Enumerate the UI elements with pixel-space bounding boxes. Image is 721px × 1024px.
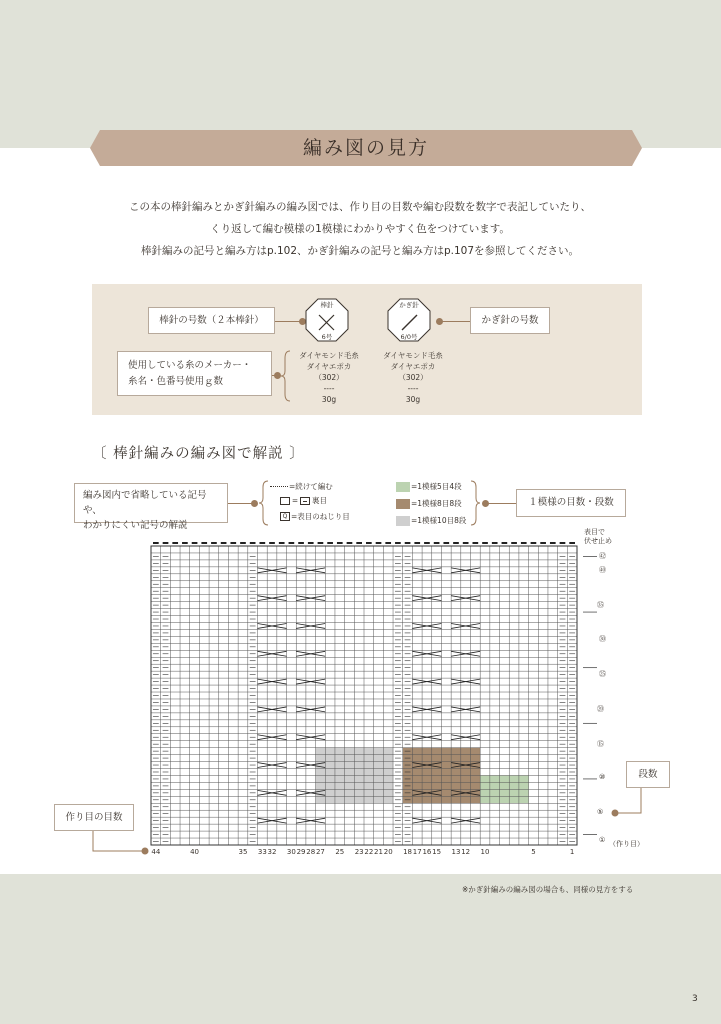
col-label: 12: [461, 848, 471, 856]
col-label: 33: [257, 848, 267, 856]
yarn-left-color: （302）: [314, 373, 344, 382]
cast-on-label: 作り目の目数: [54, 804, 134, 831]
yarn-left-sep: ----: [323, 384, 335, 393]
col-label: 44: [151, 848, 161, 856]
row-label: ⑤: [597, 808, 604, 817]
page-number: 3: [692, 994, 698, 1004]
intro-line-2: くり返して編む模様の1模様にわかりやすく色をつけています。: [210, 223, 510, 235]
yarn-left-name: ダイヤエポカ: [306, 362, 352, 371]
yarn-label-line-1: 使用している糸のメーカー・: [128, 360, 252, 371]
row-label: ⑮: [597, 739, 604, 748]
intro-line-3: 棒針編みの記号と編み方はp.102、かぎ針編みの記号と編み方はp.107を参照してください。: [140, 245, 580, 257]
yarn-right-name: ダイヤエポカ: [390, 362, 436, 371]
needle-badge-size: 6号: [321, 333, 333, 341]
repeat-text-3: =1模様10目8段: [411, 516, 467, 525]
col-label: 10: [480, 848, 490, 856]
yarn-left-weight: 30g: [321, 395, 337, 404]
repeat-text-2: =1模様8目8段: [411, 499, 462, 508]
bottom-band: [0, 874, 721, 1024]
bind-off-note-line-2: 伏せ止め: [584, 537, 612, 545]
row-label: ㊷: [599, 551, 606, 560]
repeat-label: １模様の目数・段数: [516, 489, 626, 517]
row-label: ①: [599, 836, 606, 845]
col-label: 28: [306, 848, 316, 856]
col-label: 29: [296, 848, 306, 856]
purl-equals: =: [291, 496, 299, 505]
col-label: 16: [422, 848, 432, 856]
rows-label: 段数: [626, 761, 670, 788]
col-label: 32: [267, 848, 277, 856]
col-label: 30: [286, 848, 296, 856]
needle-badge-name: 棒針: [320, 301, 334, 309]
yarn-left-maker: ダイヤモンド毛糸: [299, 351, 359, 360]
section-heading: 〔 棒針編みの編み図で解説 〕: [92, 446, 305, 462]
page-title: 編み図の見方: [302, 137, 429, 159]
col-label: 5: [531, 848, 536, 856]
row-label: ㉟: [597, 600, 604, 609]
twist-text: =表目のねじり目: [291, 512, 350, 521]
col-label: 13: [451, 848, 461, 856]
row-label: ㊵: [599, 565, 606, 574]
col-label: 27: [315, 848, 325, 856]
twist-symbol-icon: Q: [280, 512, 290, 521]
row-label: ㉕: [599, 670, 606, 679]
footnote: ※かぎ針編みの編み図の場合も、同様の見方をする: [462, 885, 634, 894]
col-label: 40: [190, 848, 200, 856]
col-label: 22: [364, 848, 374, 856]
col-label: 18: [403, 848, 413, 856]
rows-connector: [608, 788, 648, 818]
purl-text: 裏目: [312, 496, 327, 505]
col-label: 1: [569, 848, 575, 856]
intro-line-1: この本の棒針編みとかぎ針編みの編み図では、作り目の目数や編む段数を数字で表記していたり、: [129, 201, 591, 213]
yarn-right-weight: 30g: [405, 395, 421, 404]
row-label: ㉚: [599, 635, 606, 644]
hook-badge-size: 6/0号: [400, 333, 418, 341]
continue-text: =続けて編む: [289, 482, 333, 491]
col-label: 21: [374, 848, 383, 856]
row-label: ⑳: [597, 704, 604, 713]
col-label: 35: [238, 848, 248, 856]
yarn-label-line-2: 糸名・色番号使用ｇ数: [128, 376, 224, 387]
bind-off-note: [584, 528, 634, 546]
yarn-right-sep: ----: [407, 384, 419, 393]
row-label: ⑩: [599, 773, 606, 782]
omitted-line-2: わかりにくい記号の解説: [83, 520, 188, 531]
col-label: 25: [335, 848, 345, 856]
repeat-text-1: =1模様5目4段: [411, 482, 462, 491]
col-label: 15: [432, 848, 442, 856]
omitted-line-1: 編み図内で省略している記号や、: [83, 490, 207, 516]
needle-size-label: 棒針の号数（２本棒針）: [148, 307, 275, 334]
cast-on-connector: [92, 831, 152, 855]
row-label: （作り目）: [609, 840, 644, 848]
hook-badge-name: かぎ針: [399, 301, 419, 309]
col-label: 20: [383, 848, 393, 856]
bind-off-note-line-1: 表目で: [584, 528, 605, 536]
yarn-right-color: （302）: [398, 373, 428, 382]
col-label: 23: [354, 848, 364, 856]
col-label: 17: [412, 848, 422, 856]
yarn-right-maker: ダイヤモンド毛糸: [383, 351, 443, 360]
hook-size-label: かぎ針の号数: [470, 307, 550, 334]
